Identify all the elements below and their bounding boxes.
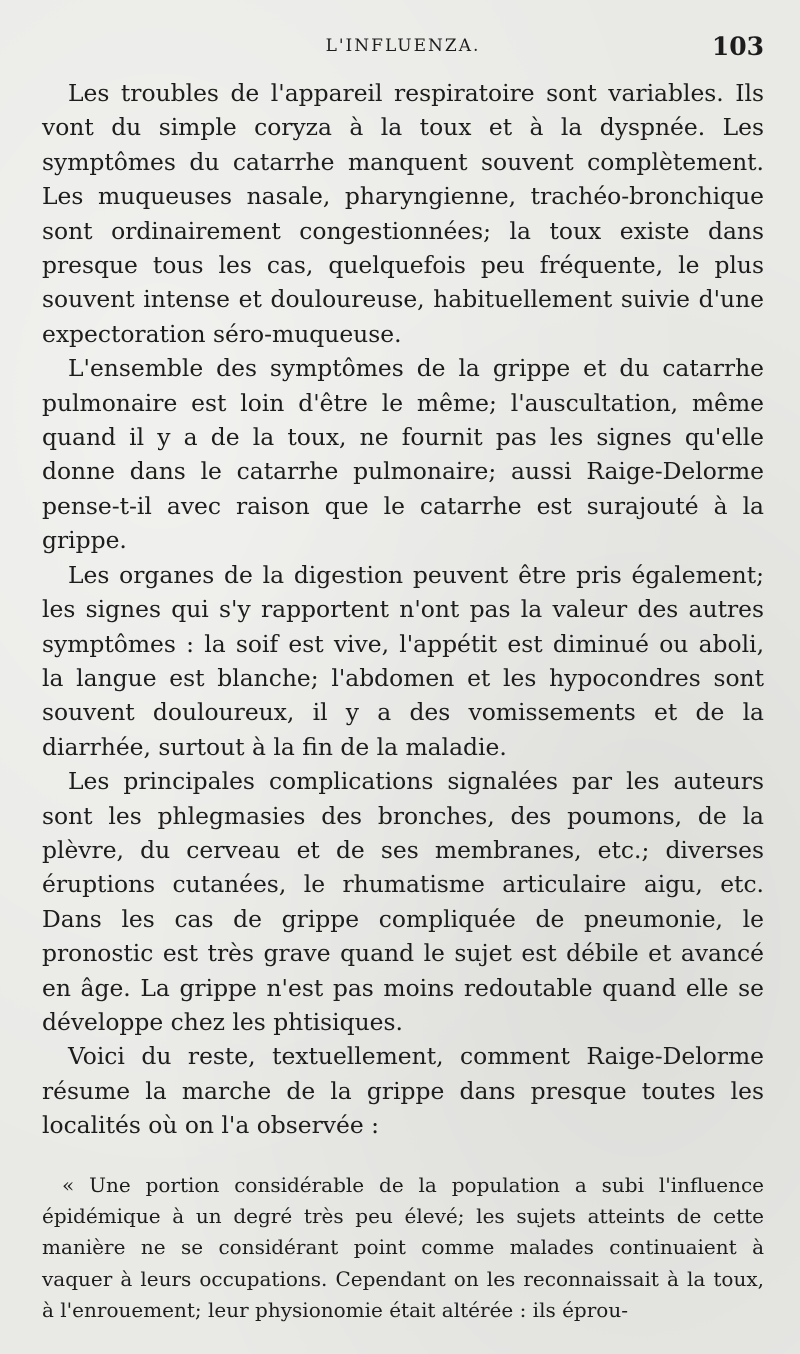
paragraph-catarrh: L'ensemble des symptômes de la grippe et du catarrhe pulmonaire est loin d'être le même; l'auscultation, même quand il y a de la toux, ne fournit pas les signes qu'elle donne dans le catarrhe pulmonaire; aussi Raige-Delorme pense-t-il avec raison que le catarrhe est surajouté à la grippe. <box>42 354 764 555</box>
paragraph-quote-intro: Voici du reste, textuellement, comment Raige-Delorme résume la marche de la grippe dans presque toutes les localités où on l'a observée : <box>42 1042 764 1140</box>
running-head <box>42 32 764 66</box>
page-number: 103 <box>711 32 764 61</box>
paragraph-respiratory: Les troubles de l'appareil respiratoire sont variables. Ils vont du simple coryza à la toux et à la dyspnée. Les symptômes du catarrhe manquent souvent complètement. Les muqueuses nasale, pharyngienne, trachéo-bronchique sont ordinairement congestionnées; la toux existe dans presque tous les cas, quelquefois peu fréquente, le plus souvent intense et douloureuse, habituellement suivie d'une expectoration séro-muqueuse. <box>42 79 764 348</box>
quoted-passage <box>42 1170 764 1326</box>
paragraph-complications: Les principales complications signalées par les auteurs sont les phlegmasies des bronches, des poumons, de la plèvre, du cerveau et de ses membranes, etc.; diverses éruptions cutanées, le rhumatisme articulaire aigu, etc. Dans les cas de grippe compliquée de pneumonie, le pronostic est très grave quand le sujet est débile et avancé en âge. La grippe n'est pas moins redoutable quand elle se développe chez les phtisiques. <box>42 767 764 1036</box>
body-text <box>42 76 764 1143</box>
quote-text: « Une portion considérable de la population a subi l'influence épidémique à un degré très peu élevé; les sujets atteints de cette manière ne se considérant point comme malades continuaient à vaquer à leurs occupations. Cependant on les reconnaissait à la toux, à l'enrouement; leur physionomie était altérée : ils éprou- <box>42 1173 764 1322</box>
paragraph-digestion: Les organes de la digestion peuvent être pris également; les signes qui s'y rapportent n'ont pas la valeur des autres symptômes : la soif est vive, l'appétit est diminué ou aboli, la langue est blanche; l'abdomen et les hypocondres sont souvent douloureux, il y a des vomissements et de la diarrhée, surtout à la fin de la maladie. <box>42 560 764 761</box>
running-title: L'INFLUENZA. <box>325 36 481 56</box>
